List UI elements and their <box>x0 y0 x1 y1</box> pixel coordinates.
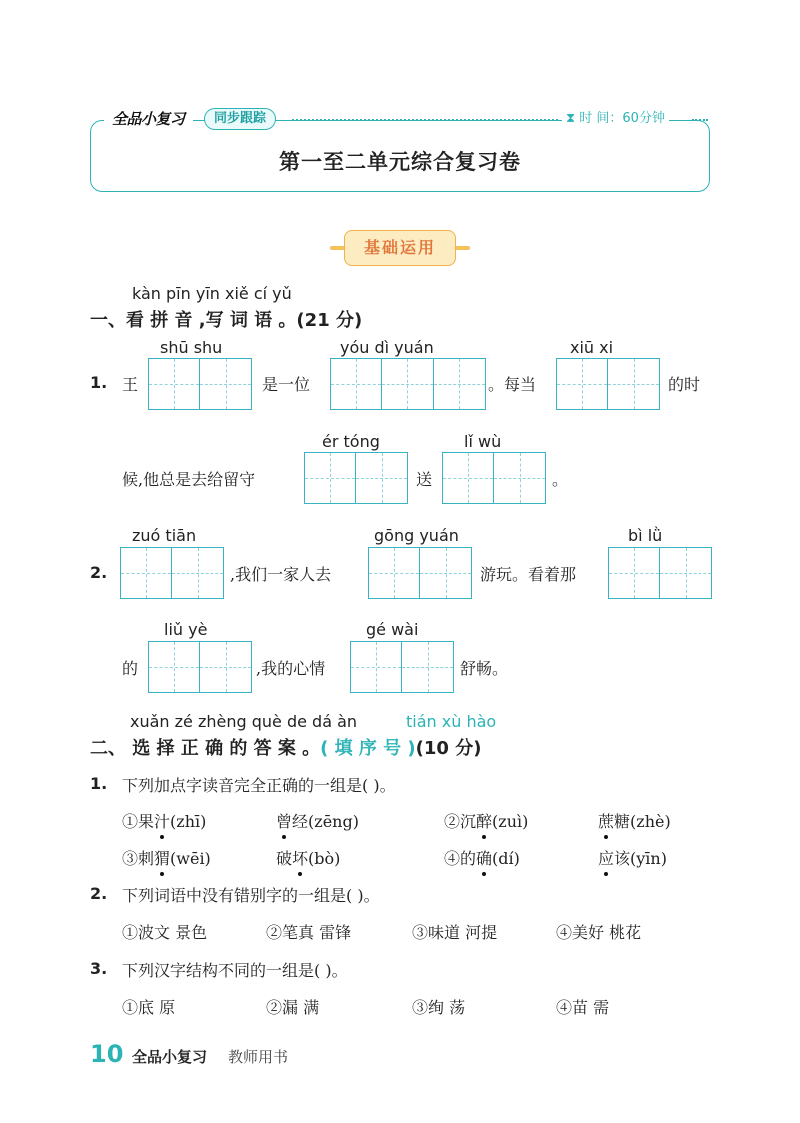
q2-heading-pinyin: xuǎn zé zhèng què de dá àn <box>130 712 358 731</box>
q2-item1-option-1b <box>276 809 359 832</box>
q2-item1-option-3b <box>276 846 340 869</box>
q1-s1-pinyin-d: ér tóng <box>322 432 380 451</box>
q2-item1-option-4b <box>598 846 667 869</box>
option-text: (wēi) <box>170 849 211 868</box>
q2-heading <box>90 734 481 760</box>
option-text: ④的 <box>444 849 477 868</box>
q1-s1-pinyin-a: shū shu <box>160 338 223 357</box>
time-label: 时 间：60分钟 <box>579 111 665 126</box>
header-divider <box>292 119 558 121</box>
section-badge-label: 基础运用 <box>344 230 456 266</box>
dotted-char: 确 <box>476 849 493 868</box>
q2-heading-pinyin-hint: tián xù hào <box>406 712 497 731</box>
q1-s1-number: 1. <box>90 373 108 392</box>
dotted-char: 蔗 <box>598 812 615 831</box>
writing-box-xiuxi[interactable] <box>556 358 660 410</box>
q1-s1-text-end: 。 <box>552 470 569 489</box>
dotted-char: 猬 <box>154 849 171 868</box>
dotted-char: 坏 <box>292 849 309 868</box>
q1-s1-pinyin-b: yóu dì yuán <box>340 338 434 357</box>
q2-item2-option-4: ④美好 桃花 <box>556 923 642 942</box>
writing-box-youdiyuan[interactable] <box>330 358 486 410</box>
q1-s2-text-b: 游玩。看着那 <box>480 565 577 584</box>
time-limit <box>562 108 669 130</box>
q1-s2-text-d: 舒畅。 <box>460 659 509 678</box>
dotted-char: 应 <box>598 849 615 868</box>
q1-s2-text-c: ,我的心情 <box>256 659 326 678</box>
page-title: 第一至二单元综合复习卷 <box>279 149 521 174</box>
footer-brand: 全品小复习 <box>132 1048 208 1066</box>
q1-s2-number: 2. <box>90 563 108 582</box>
q2-item2-text: 下列词语中没有错别字的一组是( )。 <box>122 886 380 905</box>
q1-s2-pinyin-b: gōng yuán <box>374 526 459 545</box>
option-text: 糖(zhè) <box>614 812 671 831</box>
writing-box-liwu[interactable] <box>442 452 546 504</box>
q1-s1-text-wang: 王 <box>122 375 139 394</box>
q2-item2-option-2: ②笔真 雷锋 <box>266 923 352 942</box>
dotted-char: 曾 <box>276 812 293 831</box>
q2-item3-option-2: ②漏 满 <box>266 998 320 1017</box>
option-text: ③刺 <box>122 849 155 868</box>
dotted-char: 醉 <box>476 812 493 831</box>
brand-logo: 全品小复习 <box>104 108 193 130</box>
option-text: 经(zēng) <box>292 812 359 831</box>
q1-s2-pinyin-c: bì lǜ <box>628 526 663 545</box>
q2-item1-number: 1. <box>90 774 108 793</box>
q1-s2-pinyin-e: gé wài <box>366 620 419 639</box>
q2-heading-score: (10 分) <box>415 738 482 759</box>
option-text: ①果 <box>122 812 155 831</box>
q2-heading-hint: ( 填 序 号 ) <box>320 738 416 759</box>
hourglass-icon: ⧗ <box>566 111 576 126</box>
dotted-char: 汁 <box>154 812 171 831</box>
q1-s1-pinyin-c: xiū xi <box>570 338 614 357</box>
header-divider-right <box>692 119 708 121</box>
q2-item2-option-3: ③味道 河提 <box>412 923 498 942</box>
q1-s1-text-deshi: 的时 <box>668 375 701 394</box>
q2-item3-option-3: ③绚 荡 <box>412 998 466 1017</box>
q1-s2-text-de: 的 <box>122 659 139 678</box>
q2-item3-text: 下列汉字结构不同的一组是( )。 <box>122 961 348 980</box>
writing-box-bilv[interactable] <box>608 547 712 599</box>
q1-heading-pinyin: kàn pīn yīn xiě cí yǔ <box>132 284 292 303</box>
q2-item3-option-4: ④苗 需 <box>556 998 610 1017</box>
q1-s2-pinyin-d: liǔ yè <box>164 620 208 639</box>
q1-s2-text-a: ,我们一家人去 <box>230 565 332 584</box>
q2-item1-option-2 <box>444 809 528 832</box>
option-text: (zhī) <box>170 812 207 831</box>
writing-box-gewai[interactable] <box>350 641 454 693</box>
option-text: 该(yīn) <box>614 849 667 868</box>
q1-s1-text-song: 送 <box>416 470 433 489</box>
option-text: (dí) <box>492 849 520 868</box>
option-text: 破 <box>276 849 293 868</box>
writing-box-zuotian[interactable] <box>120 547 224 599</box>
page-number: 10 <box>90 1040 124 1068</box>
q2-item1-text: 下列加点字读音完全正确的一组是( )。 <box>122 776 396 795</box>
footer-subtitle: 教师用书 <box>228 1048 289 1066</box>
q1-s1-text-meidang: 。每当 <box>488 375 537 394</box>
writing-box-liuye[interactable] <box>148 641 252 693</box>
option-text: (zuì) <box>492 812 529 831</box>
q2-item1-option-1 <box>122 809 206 832</box>
q2-item2-number: 2. <box>90 884 108 903</box>
option-text: ②沉 <box>444 812 477 831</box>
section-badge <box>330 230 470 266</box>
q2-item1-option-4 <box>444 846 520 869</box>
writing-box-gongyuan[interactable] <box>368 547 472 599</box>
q1-heading: 一、看 拼 音 ,写 词 语 。(21 分) <box>90 310 363 331</box>
q1-s2-pinyin-a: zuó tiān <box>132 526 197 545</box>
q2-heading-main: 二、 选 择 正 确 的 答 案 。 <box>90 738 321 759</box>
q2-item2-option-1: ①波文 景色 <box>122 923 208 942</box>
q2-item3-number: 3. <box>90 959 108 978</box>
q1-s1-text-hou: 候,他总是去给留守 <box>122 470 256 489</box>
writing-box-shushu[interactable] <box>148 358 252 410</box>
q2-item3-option-1: ①底 原 <box>122 998 176 1017</box>
writing-box-ertong[interactable] <box>304 452 408 504</box>
q1-s1-text-mid: 是一位 <box>262 375 311 394</box>
q2-item1-option-2b <box>598 809 671 832</box>
option-text: (bò) <box>308 849 341 868</box>
q2-item1-option-3 <box>122 846 211 869</box>
q1-s1-pinyin-e: lǐ wù <box>464 432 502 451</box>
sync-tag: 同步跟踪 <box>204 108 276 130</box>
